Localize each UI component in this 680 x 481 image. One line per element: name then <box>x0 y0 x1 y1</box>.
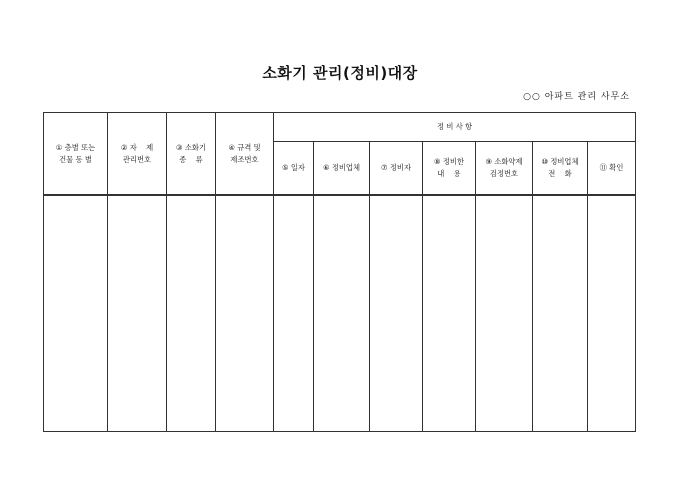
cell-date[interactable] <box>274 195 314 432</box>
col-header-agent-cert-number: ⑨ 소화약제 검정번호 <box>476 142 533 196</box>
col-header-confirm: ⑪ 확인 <box>588 142 636 196</box>
cell-floor[interactable] <box>44 195 108 432</box>
col-header-spec-serial: ④ 규격 및 제조번호 <box>216 113 274 196</box>
cell-management-number[interactable] <box>108 195 167 432</box>
maintenance-ledger-table <box>43 112 636 432</box>
cell-extinguisher-type[interactable] <box>167 195 216 432</box>
cell-agent-cert-number[interactable] <box>476 195 533 432</box>
col-header-date: ⑤ 일자 <box>274 142 314 196</box>
cell-technician[interactable] <box>370 195 423 432</box>
col-header-management-number: ② 자 제 관리번호 <box>108 113 167 196</box>
group-header-maintenance: 정 비 사 항 <box>274 113 636 142</box>
col-header-maintenance-company: ⑥ 정비업체 <box>314 142 370 196</box>
cell-confirm[interactable] <box>588 195 636 432</box>
col-header-floor: ① 층별 또는 건물 동 별 <box>44 113 108 196</box>
page-title: 소화기 관리(정비)대장 <box>262 64 418 82</box>
table-row <box>44 195 636 432</box>
cell-work-details[interactable] <box>423 195 476 432</box>
col-header-company-phone: ⑩ 정비업체 전 화 <box>533 142 588 196</box>
col-header-extinguisher-type: ③ 소화기 종 류 <box>167 113 216 196</box>
cell-company-phone[interactable] <box>533 195 588 432</box>
col-header-technician: ⑦ 정비자 <box>370 142 423 196</box>
office-name: ○○ 아파트 관리 사무소 <box>523 92 630 102</box>
col-header-work-details: ⑧ 정비한 내 용 <box>423 142 476 196</box>
cell-spec-serial[interactable] <box>216 195 274 432</box>
cell-maintenance-company[interactable] <box>314 195 370 432</box>
